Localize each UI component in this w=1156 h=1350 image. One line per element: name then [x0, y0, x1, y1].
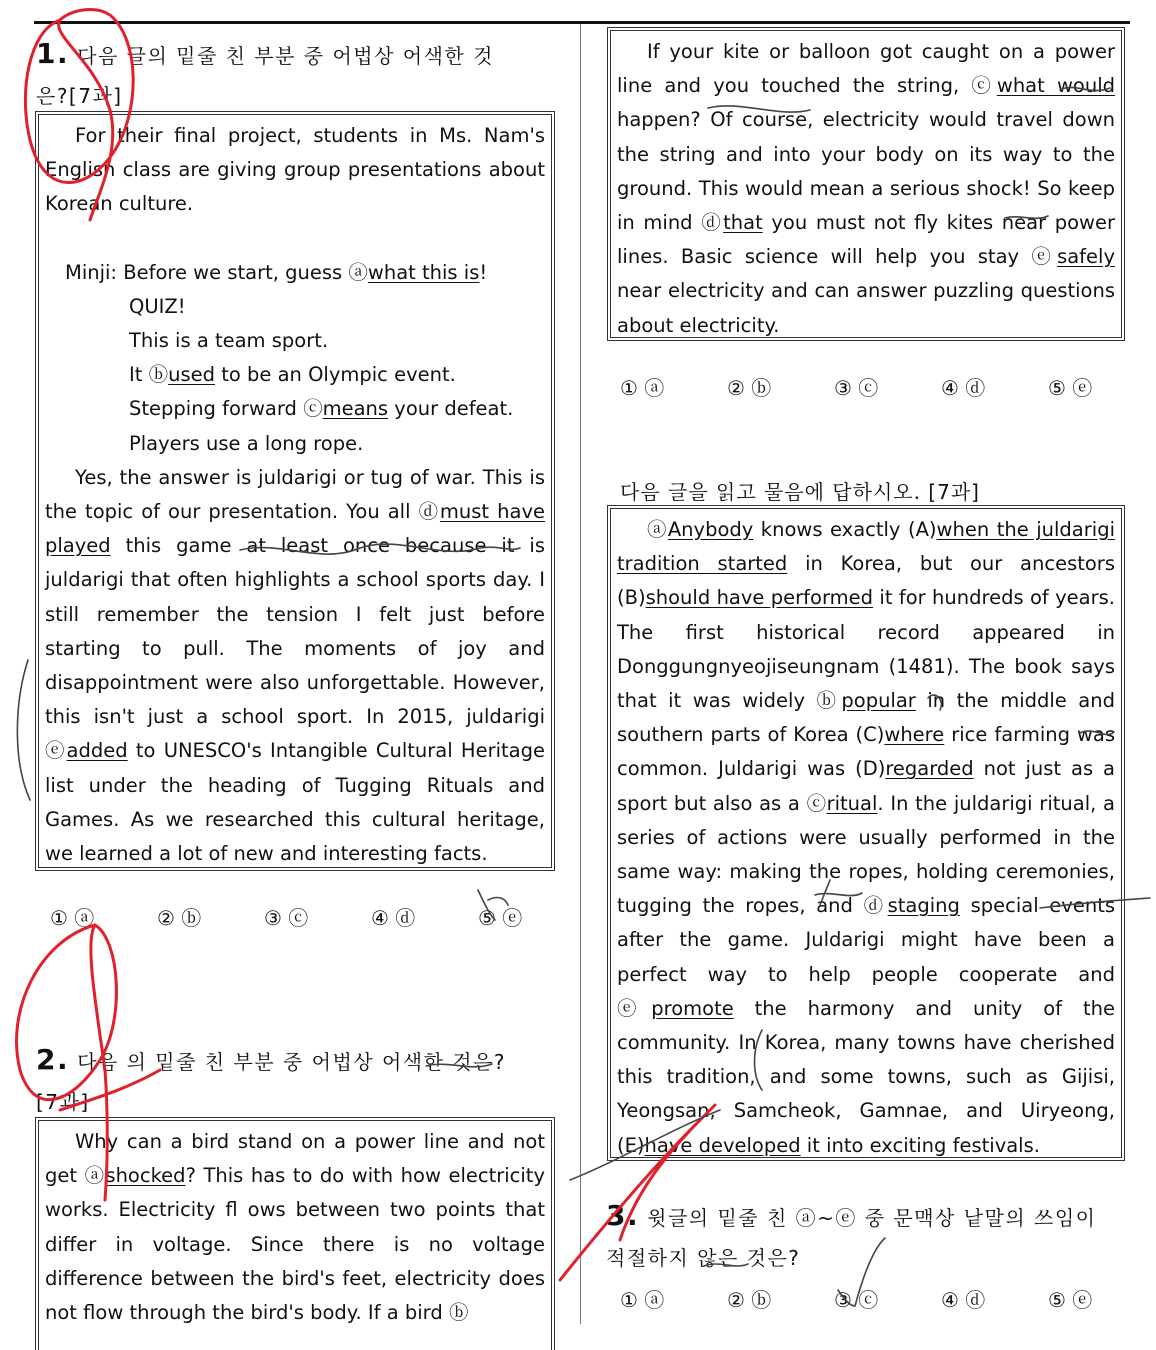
- p3-underline-A: when the juldarigi tradition started: [617, 518, 1115, 576]
- q1-quiz-line2: [45, 358, 545, 392]
- q2-options: [620, 372, 1092, 401]
- q1-title: [36, 34, 558, 116]
- p3-label-c: ⓒ: [806, 791, 827, 815]
- p3-s6: not just as a sport but also as a: [617, 757, 1115, 815]
- q2-part2-text: [617, 35, 1115, 343]
- q2-label-a: ⓐ: [84, 1164, 106, 1188]
- q1-body-post: to UNESCO's Intangible Cultural Heritage list under the heading of Tugging Rituals and Games. As we researched this cultural heritage, we learned a lot of new and interesting facts.: [45, 739, 545, 866]
- q2-passage-part2: [610, 30, 1122, 338]
- p3-underline-a: Anybody: [667, 518, 754, 541]
- p3-underline-C: where: [884, 723, 945, 747]
- q1-quiz-line1: This is a team sport.: [129, 329, 329, 353]
- q1-label-d: ⓓ: [418, 500, 440, 524]
- q3-option-1[interactable]: ① ⓐ: [620, 1288, 665, 1312]
- q2-title-line1: 다음 의 밑줄 친 부분 중 어법상 어색한 것은?: [77, 1050, 507, 1074]
- q1-underline-e: added: [66, 739, 128, 763]
- q1-quiz2-post: to be an Olympic event.: [215, 363, 456, 387]
- q1-underline-b: used: [168, 363, 216, 387]
- q1-body: [45, 461, 545, 871]
- q2-option-3[interactable]: ③ ⓒ: [834, 376, 879, 400]
- q3-title-line1: 윗글의 밑줄 친 ⓐ~ⓔ 중 문맥상 낱말의 쓰임이: [647, 1206, 1097, 1230]
- p3-s9: the harmony and unity of the community. In Korea, many towns have cherished this tradition, and some towns, such as Gijisi, Yeongsan, Samcheok, Gamnae, and Uiryeong, (E): [617, 996, 1115, 1157]
- passage3-box: [610, 508, 1122, 1158]
- q2-number: 2.: [36, 1043, 70, 1076]
- q1-underline-d: must have played: [45, 500, 545, 558]
- q1-number: 1.: [36, 37, 70, 70]
- p3-s2: in Korea, but our ancestors (B): [617, 552, 1115, 610]
- q2-part1-text: [45, 1125, 545, 1330]
- p3-label-b: ⓑ: [816, 689, 842, 713]
- q1-speaker-post: !: [479, 260, 488, 284]
- q2-passage-part1: [38, 1120, 552, 1350]
- q2-label-e: ⓔ: [1031, 245, 1058, 269]
- q1-quiz2-pre: It: [129, 363, 149, 387]
- p3-underline-E: have developed: [644, 1133, 801, 1157]
- p3-underline-B: should have performed: [645, 586, 874, 610]
- q3-number: 3.: [606, 1199, 640, 1232]
- q1-speaker-pre: Before we start, guess: [123, 260, 349, 284]
- p3-underline-b: popular: [841, 689, 916, 713]
- p3-underline-D: regarded: [885, 757, 974, 781]
- q2-post-a: ? This has to do with how electricity works. Electricity fl ows between two points that differ in voltage. Since there is no voltage difference between the bird's feet, electricity does not flow through the bird's body. If a bird: [45, 1164, 545, 1325]
- passage3-instruction: 다음 글을 읽고 물음에 답하시오. [7과]: [620, 480, 980, 504]
- q2-cont-mid1: happen? Of course, electricity would travel down the string and into your body on its way to the ground. This would mean a serious shock! So keep in mind: [617, 108, 1115, 235]
- q3-option-4[interactable]: ④ ⓓ: [941, 1288, 986, 1312]
- p3-underline-e: promote: [651, 996, 734, 1020]
- q2-label-b: ⓑ: [448, 1301, 469, 1325]
- q2-underline-d: that: [723, 211, 763, 235]
- q1-option-5[interactable]: ⑤ ⓔ: [478, 906, 523, 930]
- passage3-text: [617, 513, 1115, 1163]
- q1-options: [50, 902, 522, 931]
- p3-s7: . In the juldarigi ritual, a series of actions were usually performed in the same way: making the ropes, holding ceremonies, tugging the ropes, and: [617, 791, 1115, 918]
- p3-label-e: ⓔ: [617, 996, 652, 1020]
- q2-underline-e: safely: [1057, 245, 1115, 269]
- q1-intro: For their final project, students in Ms. Nam's English class are giving group presentations about Korean culture.: [45, 124, 545, 216]
- q1-underline-a: what this is: [367, 260, 480, 284]
- q2-pre-a: Why can a bird stand on a power line and not get: [45, 1130, 545, 1188]
- q1-passage: [38, 114, 552, 868]
- q2-underline-a: shocked: [105, 1164, 186, 1188]
- q1-underline-c: means: [322, 397, 389, 421]
- q1-title-line1: 다음 글의 밑줄 친 부분 중 어법상 어색한 것: [77, 44, 494, 68]
- p3-s8: special events after the game. Juldarigi might have been a perfect way to help people cooperate and: [617, 894, 1115, 986]
- q3-option-3[interactable]: ③ ⓒ: [834, 1288, 879, 1312]
- p3-underline-c: ritual: [826, 791, 878, 815]
- q1-body-mid: this game at least once because it is juldarigi that often highlights a school sports day. I still remember the tension I felt just before starting to pull. The moments of joy and disappointment were also unforgettable. However, this isn't just a school sport. In 2015, juldarigi: [45, 534, 545, 729]
- q2-cont-pre: If your kite or balloon got caught on a power line and you touched the string,: [617, 40, 1115, 98]
- q1-label-c: ⓒ: [303, 397, 323, 421]
- q1-speaker-line: [45, 256, 545, 290]
- q1-quiz-line4: Players use a long rope.: [129, 431, 364, 455]
- q1-option-3[interactable]: ③ ⓒ: [264, 906, 309, 930]
- q2-option-5[interactable]: ⑤ ⓔ: [1048, 376, 1093, 400]
- q2-cont-post: near electricity and can answer puzzling questions about electricity.: [617, 279, 1115, 337]
- q1-label-a: ⓐ: [348, 260, 368, 284]
- q1-quiz3-pre: Stepping forward: [129, 397, 304, 421]
- q1-quiz-title: QUIZ!: [129, 294, 186, 318]
- q1-option-2[interactable]: ② ⓑ: [157, 906, 202, 930]
- top-rule: [34, 21, 1130, 24]
- q2-label-d: ⓓ: [701, 211, 724, 235]
- q1-quiz3-post: your defeat.: [388, 397, 514, 421]
- q3-options: [620, 1284, 1092, 1313]
- column-divider: [580, 24, 581, 1324]
- q1-label-e: ⓔ: [45, 739, 67, 763]
- p3-s3: it for hundreds of years. The first historical record appeared in Donggungnyeojiseungnam (1481). The book says that it was widely: [617, 586, 1116, 713]
- q3-option-5[interactable]: ⑤ ⓔ: [1048, 1288, 1093, 1312]
- q2-title: [36, 1040, 566, 1122]
- q1-quiz-line3: [45, 392, 545, 426]
- q2-option-1[interactable]: ① ⓐ: [620, 376, 665, 400]
- q1-option-4[interactable]: ④ ⓓ: [371, 906, 416, 930]
- q2-title-line2: [7과]: [36, 1090, 90, 1114]
- q2-option-4[interactable]: ④ ⓓ: [941, 376, 986, 400]
- q1-label-b: ⓑ: [148, 363, 169, 387]
- p3-s5: rice farming was common. Juldarigi was (D): [617, 723, 1115, 781]
- q1-option-1[interactable]: ① ⓐ: [50, 906, 95, 930]
- q1-body-pre: Yes, the answer is juldarigi or tug of war. This is the topic of our presentation. You all: [45, 465, 545, 524]
- p3-s10: it into exciting festivals.: [800, 1133, 1040, 1157]
- q1-dialogue: [45, 256, 545, 461]
- q2-underline-c: what would: [996, 74, 1115, 98]
- q1-title-line2: 은?[7과]: [36, 84, 123, 108]
- p3-s4: in the middle and southern parts of Korea (C): [617, 689, 1115, 747]
- q2-label-c: ⓒ: [971, 74, 997, 98]
- p3-underline-d: staging: [887, 894, 960, 918]
- p3-s1: knows exactly (A): [753, 518, 937, 541]
- p3-label-d: ⓓ: [863, 894, 888, 918]
- q3-title-line2: 적절하지 않은 것은?: [606, 1246, 801, 1270]
- q2-option-2[interactable]: ② ⓑ: [727, 376, 772, 400]
- q1-speaker: Minji:: [65, 260, 118, 284]
- q3-option-2[interactable]: ② ⓑ: [727, 1288, 772, 1312]
- q3-title: [606, 1196, 1136, 1278]
- q2-cont-mid2: you must not fly kites near power lines. Basic science will help you stay: [617, 211, 1115, 269]
- pencil-bracket-q1: [17, 660, 30, 800]
- p3-label-a: ⓐ: [647, 518, 668, 541]
